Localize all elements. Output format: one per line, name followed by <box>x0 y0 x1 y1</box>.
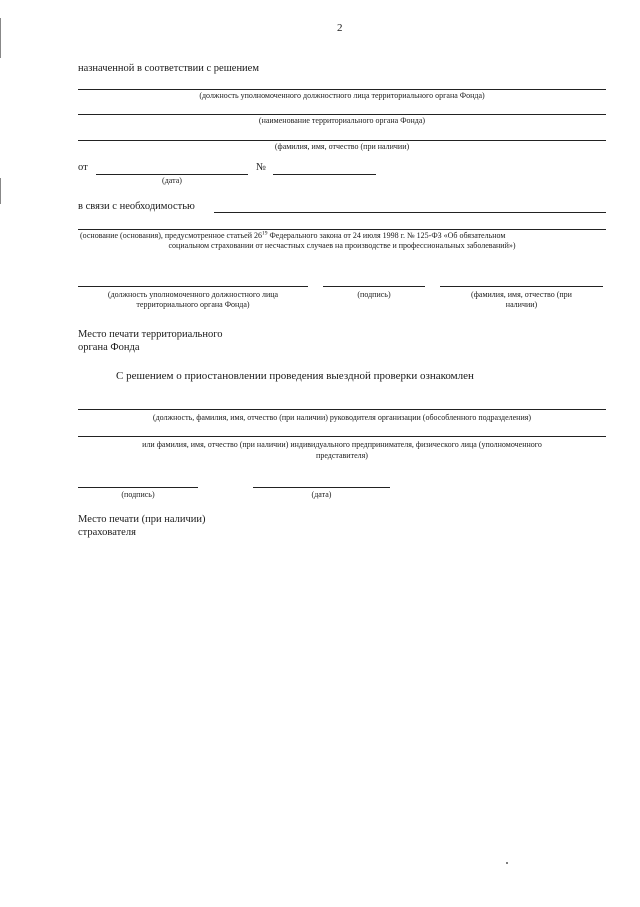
stamp-insurer-line1: Место печати (при наличии) <box>78 514 206 525</box>
insurer-signature-caption: (подпись) <box>121 490 155 499</box>
sig-position-line <box>78 286 308 287</box>
territorial-body-line <box>78 114 606 115</box>
page-number: 2 <box>337 22 343 34</box>
entrepreneur-caption-line2: представителя) <box>316 451 368 460</box>
official-position-caption: (должность уполномоченного должностного лица территориального органа Фонда) <box>199 91 485 100</box>
due-to-need-label: в связи с необходимостью <box>78 201 195 212</box>
scan-edge-mark <box>0 18 1 58</box>
basis-line <box>78 229 606 230</box>
sig-signature-caption: (подпись) <box>357 290 391 299</box>
full-name-caption: (фамилия, имя, отчество (при наличии) <box>274 142 410 151</box>
official-position-line <box>78 89 606 90</box>
scan-speck <box>506 862 508 864</box>
basis-caption-post: Федерального закона от 24 июля 1998 г. № 125-ФЗ «Об обязательном <box>267 231 506 240</box>
sig-position-caption-line2: территориального органа Фонда) <box>136 300 250 309</box>
basis-caption-line1 <box>80 231 505 241</box>
due-to-need-line <box>214 212 606 213</box>
number-line <box>273 174 376 175</box>
date-line <box>96 174 248 175</box>
sig-name-caption-line1: (фамилия, имя, отчество (при <box>471 290 572 299</box>
entrepreneur-caption-line1: или фамилия, имя, отчество (при наличии) индивидуального предпринимателя, физического лица (уполномоченного <box>142 440 542 449</box>
basis-caption-pre: (основание (основания), предусмотренное статьей 26 <box>80 231 262 240</box>
insurer-date-caption: (дата) <box>311 490 332 499</box>
basis-caption-sup: 19 <box>261 230 268 237</box>
stamp-insurer-line2: страхователя <box>78 527 136 538</box>
acknowledgment-heading: С решением о приостановлении проведения выездной проверки ознакомлен <box>116 370 474 382</box>
from-label: от <box>78 162 88 173</box>
date-caption: (дата) <box>162 176 182 185</box>
stamp-fund-line2: органа Фонда <box>78 342 140 353</box>
insurer-signature-line <box>78 487 198 488</box>
head-of-org-caption: (должность, фамилия, имя, отчество (при наличии) руководителя организации (обособленного подразделения) <box>152 413 532 422</box>
insurer-date-line <box>253 487 390 488</box>
territorial-body-caption: (наименование территориального органа Фонда) <box>258 116 426 125</box>
head-of-org-line <box>78 409 606 410</box>
entrepreneur-line <box>78 436 606 437</box>
sig-position-caption-line1: (должность уполномоченного должностного лица <box>107 290 279 299</box>
sig-signature-line <box>323 286 425 287</box>
intro-text: назначенной в соответствии с решением <box>78 63 259 74</box>
stamp-fund-line1: Место печати территориального <box>78 329 223 340</box>
sig-name-line <box>440 286 603 287</box>
scan-edge-mark <box>0 178 1 204</box>
full-name-line <box>78 140 606 141</box>
sig-name-caption-line2: наличии) <box>505 300 538 309</box>
number-sign: № <box>256 162 267 173</box>
basis-caption-line2: социальном страховании от несчастных случаев на производстве и профессиональных заболеваний») <box>168 241 516 250</box>
